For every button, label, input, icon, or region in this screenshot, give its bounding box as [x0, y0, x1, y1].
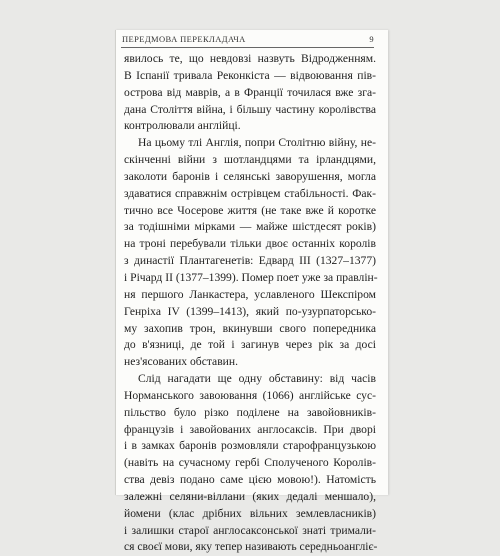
- text-line: і залишки старої англосаксонської знаті тримали-: [124, 523, 376, 537]
- text-line: Норманського завоювання (1066) англійське сус-: [124, 388, 376, 402]
- text-line: му захопив трон, вкинувши свого попередника: [124, 321, 376, 335]
- running-header: [122, 32, 374, 46]
- text-line: на троні перебували тільки двоє останніх королів: [124, 237, 376, 251]
- text-line: і Річард II (1377–1399). Помер поет уже за правлін-: [124, 270, 378, 284]
- text-line: ства девіз подано саме цією мовою!). Натомість: [124, 473, 376, 487]
- header-rule: [121, 47, 374, 48]
- text-line: ня першого Ланкастера, уславленого Шекспіром: [124, 287, 376, 301]
- text-line: нез'ясованих обставин.: [124, 355, 238, 369]
- page-number: 9: [369, 34, 374, 44]
- text-line: Слід нагадати ще одну обставину: від часів: [138, 372, 376, 386]
- text-line: французів і завойованих англосаксів. При дворі: [124, 422, 376, 436]
- book-page: [115, 30, 388, 554]
- text-line: залежні селяни-віллани (яких дедалі меншало),: [124, 489, 376, 503]
- page-body-text: [124, 51, 376, 556]
- text-line: за тодішніми мірками — майже шістдесят років): [124, 220, 376, 234]
- text-line: В Іспанії тривала Реконкіста — відвоювання пів-: [124, 68, 376, 82]
- text-line: контролювали англійці.: [124, 119, 241, 133]
- paragraph: [124, 371, 376, 556]
- text-line: острова від маврів, а в Франції точилася вже зга-: [124, 85, 376, 99]
- paragraph: [124, 51, 376, 135]
- text-line: дана Століття війна, і більшу частину королівства: [124, 102, 376, 116]
- text-line: скінченні війни з шотландцями та ірландцями,: [124, 153, 376, 167]
- text-line: Генріха IV (1399–1413), який по-узурпаторсько-: [124, 304, 376, 318]
- paragraph: [124, 135, 376, 371]
- text-line: пільство було різко поділене на завойовників-: [124, 405, 376, 419]
- text-line: з династії Плантагенетів: Едвард III (1327–1377): [124, 254, 376, 268]
- text-line: ся своєї мови, яку тепер називають середньоангліє-: [124, 540, 378, 554]
- running-header-title: ПЕРЕДМОВА ПЕРЕКЛАДАЧА: [122, 34, 246, 44]
- text-line: заколоти баронів і селянські заворушення, могла: [124, 169, 376, 183]
- text-line: і в замках баронів розмовляли старофранцузькою: [124, 439, 376, 453]
- text-line: тично все Чосерове життя (не таке вже й коротке: [124, 203, 376, 217]
- text-line: до в'язниці, де той і загинув через рік за досі: [124, 338, 376, 352]
- text-line: (навіть на сучасному гербі Сполученого Королів-: [124, 456, 376, 470]
- text-line: йомени (клас дрібних вільних землевласників): [124, 506, 376, 520]
- text-line: На цьому тлі Англія, попри Столітню війну, не-: [138, 136, 376, 150]
- text-line: явилось те, що невдовзі назвуть Відродженням.: [124, 52, 376, 65]
- text-line: здаватися справжнім острівцем стабільності. Фак-: [124, 186, 376, 200]
